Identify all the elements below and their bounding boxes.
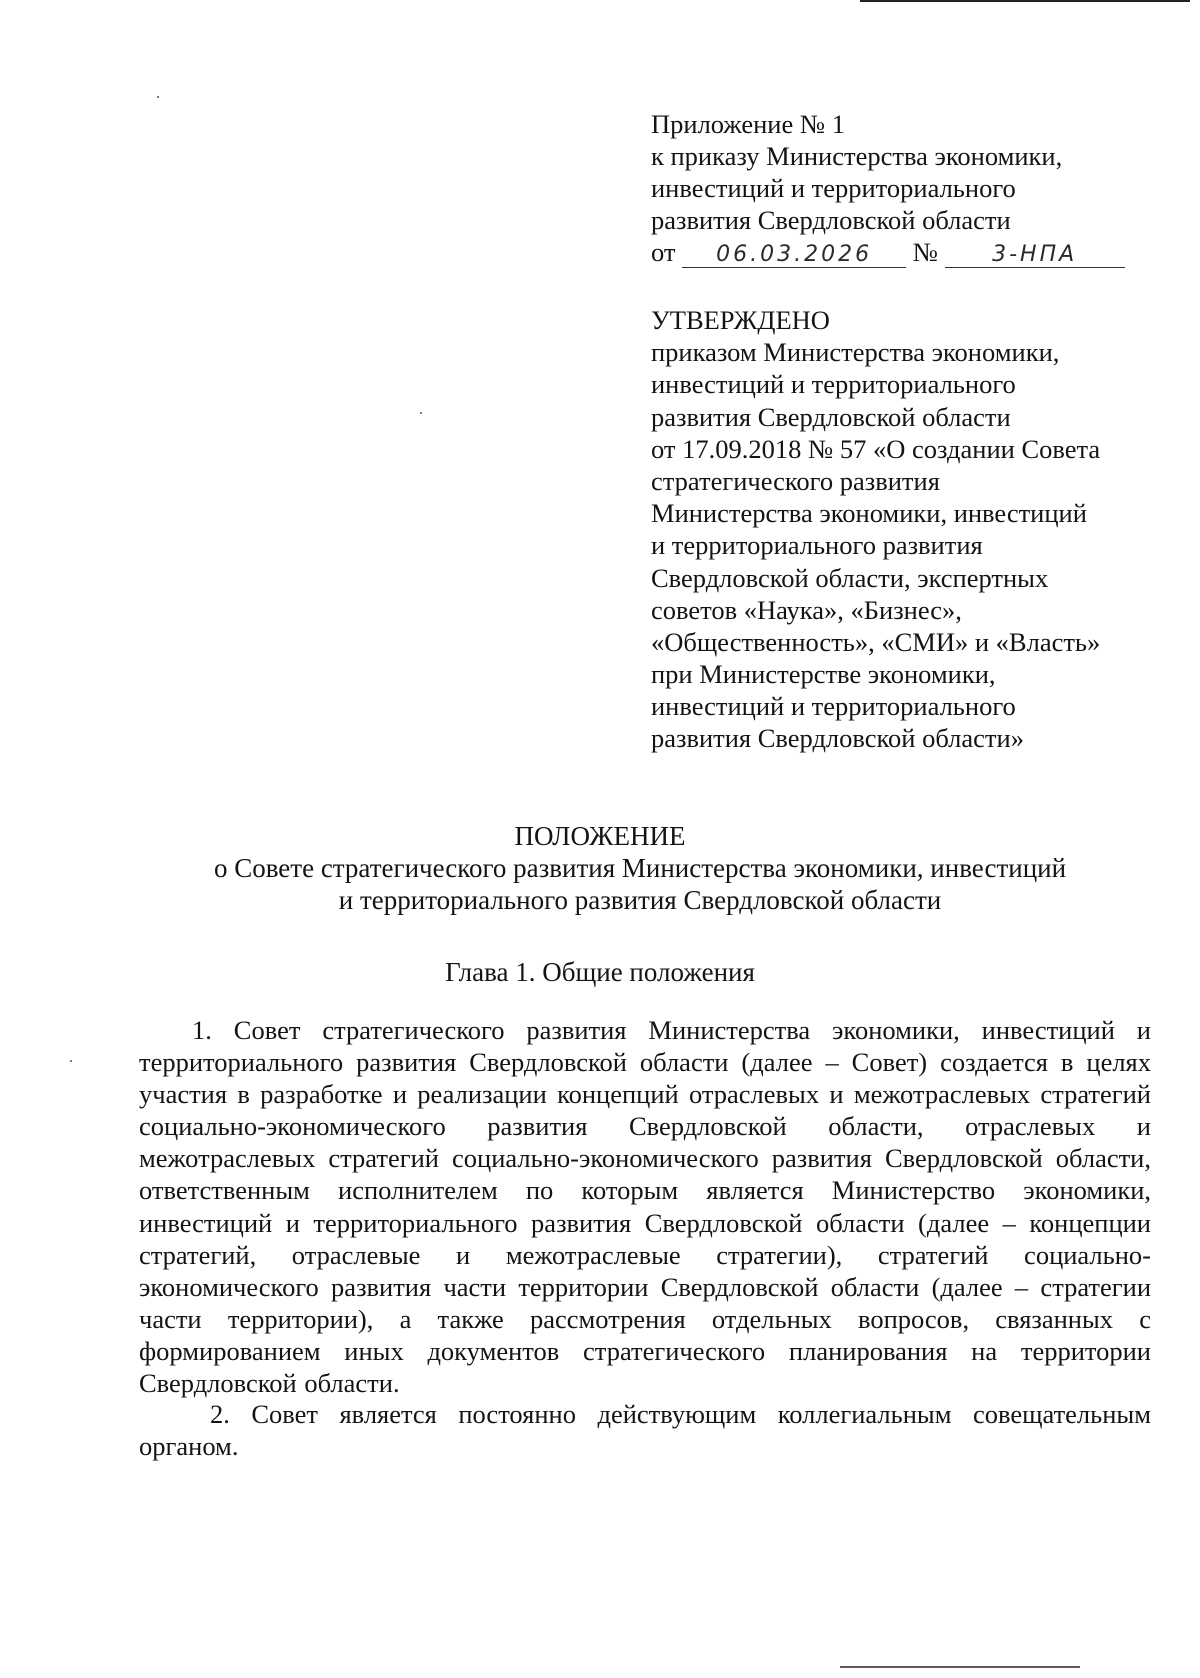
approved-line: и территориального развития bbox=[651, 530, 983, 561]
annex-line: к приказу Министерства экономики, bbox=[651, 141, 1063, 171]
annex-date-prefix: от bbox=[651, 237, 676, 267]
approved-heading: УТВЕРЖДЕНО bbox=[651, 305, 830, 335]
approved-line: Свердловской области, экспертных bbox=[651, 562, 1049, 593]
approved-block bbox=[651, 304, 1100, 755]
document-subtitle-line: о Совете стратегического развития Министерства экономики, инвестиций bbox=[213, 853, 1067, 883]
approved-line: инвестиций и территориального bbox=[651, 691, 1016, 722]
annex-date-value: 06.03.2026 bbox=[682, 243, 906, 268]
scan-speck bbox=[70, 1060, 72, 1062]
approved-line: приказом Министерства экономики, bbox=[651, 337, 1060, 368]
approved-line: при Министерстве экономики, bbox=[651, 659, 996, 690]
approved-line: «Общественность», «СМИ» и «Власть» bbox=[651, 626, 1101, 657]
annex-line: Приложение № 1 bbox=[651, 109, 846, 139]
scan-edge-line-bottom bbox=[840, 1666, 1080, 1668]
annex-block bbox=[651, 108, 1125, 268]
approved-line: развития Свердловской области» bbox=[651, 723, 1024, 754]
annex-number-value: 3-НПА bbox=[945, 243, 1125, 268]
document-title: ПОЛОЖЕНИЕ bbox=[514, 821, 686, 851]
approved-line: стратегического развития bbox=[651, 465, 940, 496]
scan-speck bbox=[420, 412, 422, 414]
annex-line: инвестиций и территориального bbox=[651, 173, 1016, 203]
annex-number-prefix: № bbox=[912, 237, 939, 267]
approved-line: инвестиций и территориального bbox=[651, 369, 1016, 400]
approved-line: развития Свердловской области bbox=[651, 401, 1011, 432]
annex-date-line bbox=[651, 236, 1125, 268]
chapter-heading: Глава 1. Общие положения bbox=[445, 957, 755, 987]
scan-edge-line-top bbox=[860, 0, 1190, 2]
paragraph-2: 2. Совет является постоянно действующим коллегиальным совещательным органом. bbox=[139, 1399, 1151, 1462]
document-subtitle bbox=[140, 852, 1140, 916]
annex-line: развития Свердловской области bbox=[651, 205, 1011, 235]
approved-line: от 17.09.2018 № 57 «О создании Совета bbox=[651, 433, 1101, 464]
scan-speck bbox=[157, 96, 159, 98]
paragraph-1: 1. Совет стратегического развития Министерства экономики, инвестиций и территориального развития Свердловской области (далее – Совет) создается в целях участия в разработке и реализации концепций отраслевых и межотраслевых стратегий социально-экономического развития Свердловской области, отраслевых и межотраслевых стратегий социально-экономического развития Свердловской области, ответственным исполнителем по которым является Министерство экономики, инвестиций и территориального развития Свердловской области (далее – концепции стратегий, отраслевые и межотраслевые стратегии), стратегий социально-экономического развития части территории Свердловской области (далее – стратегии части территории), а также рассмотрения отдельных вопросов, связанных с формированием иных документов стратегического планирования на территории Свердловской области. bbox=[139, 1015, 1151, 1399]
document-subtitle-line: и территориального развития Свердловской области bbox=[338, 885, 942, 915]
approved-line: Министерства экономики, инвестиций bbox=[651, 498, 1087, 529]
approved-line: советов «Наука», «Бизнес», bbox=[651, 594, 962, 625]
